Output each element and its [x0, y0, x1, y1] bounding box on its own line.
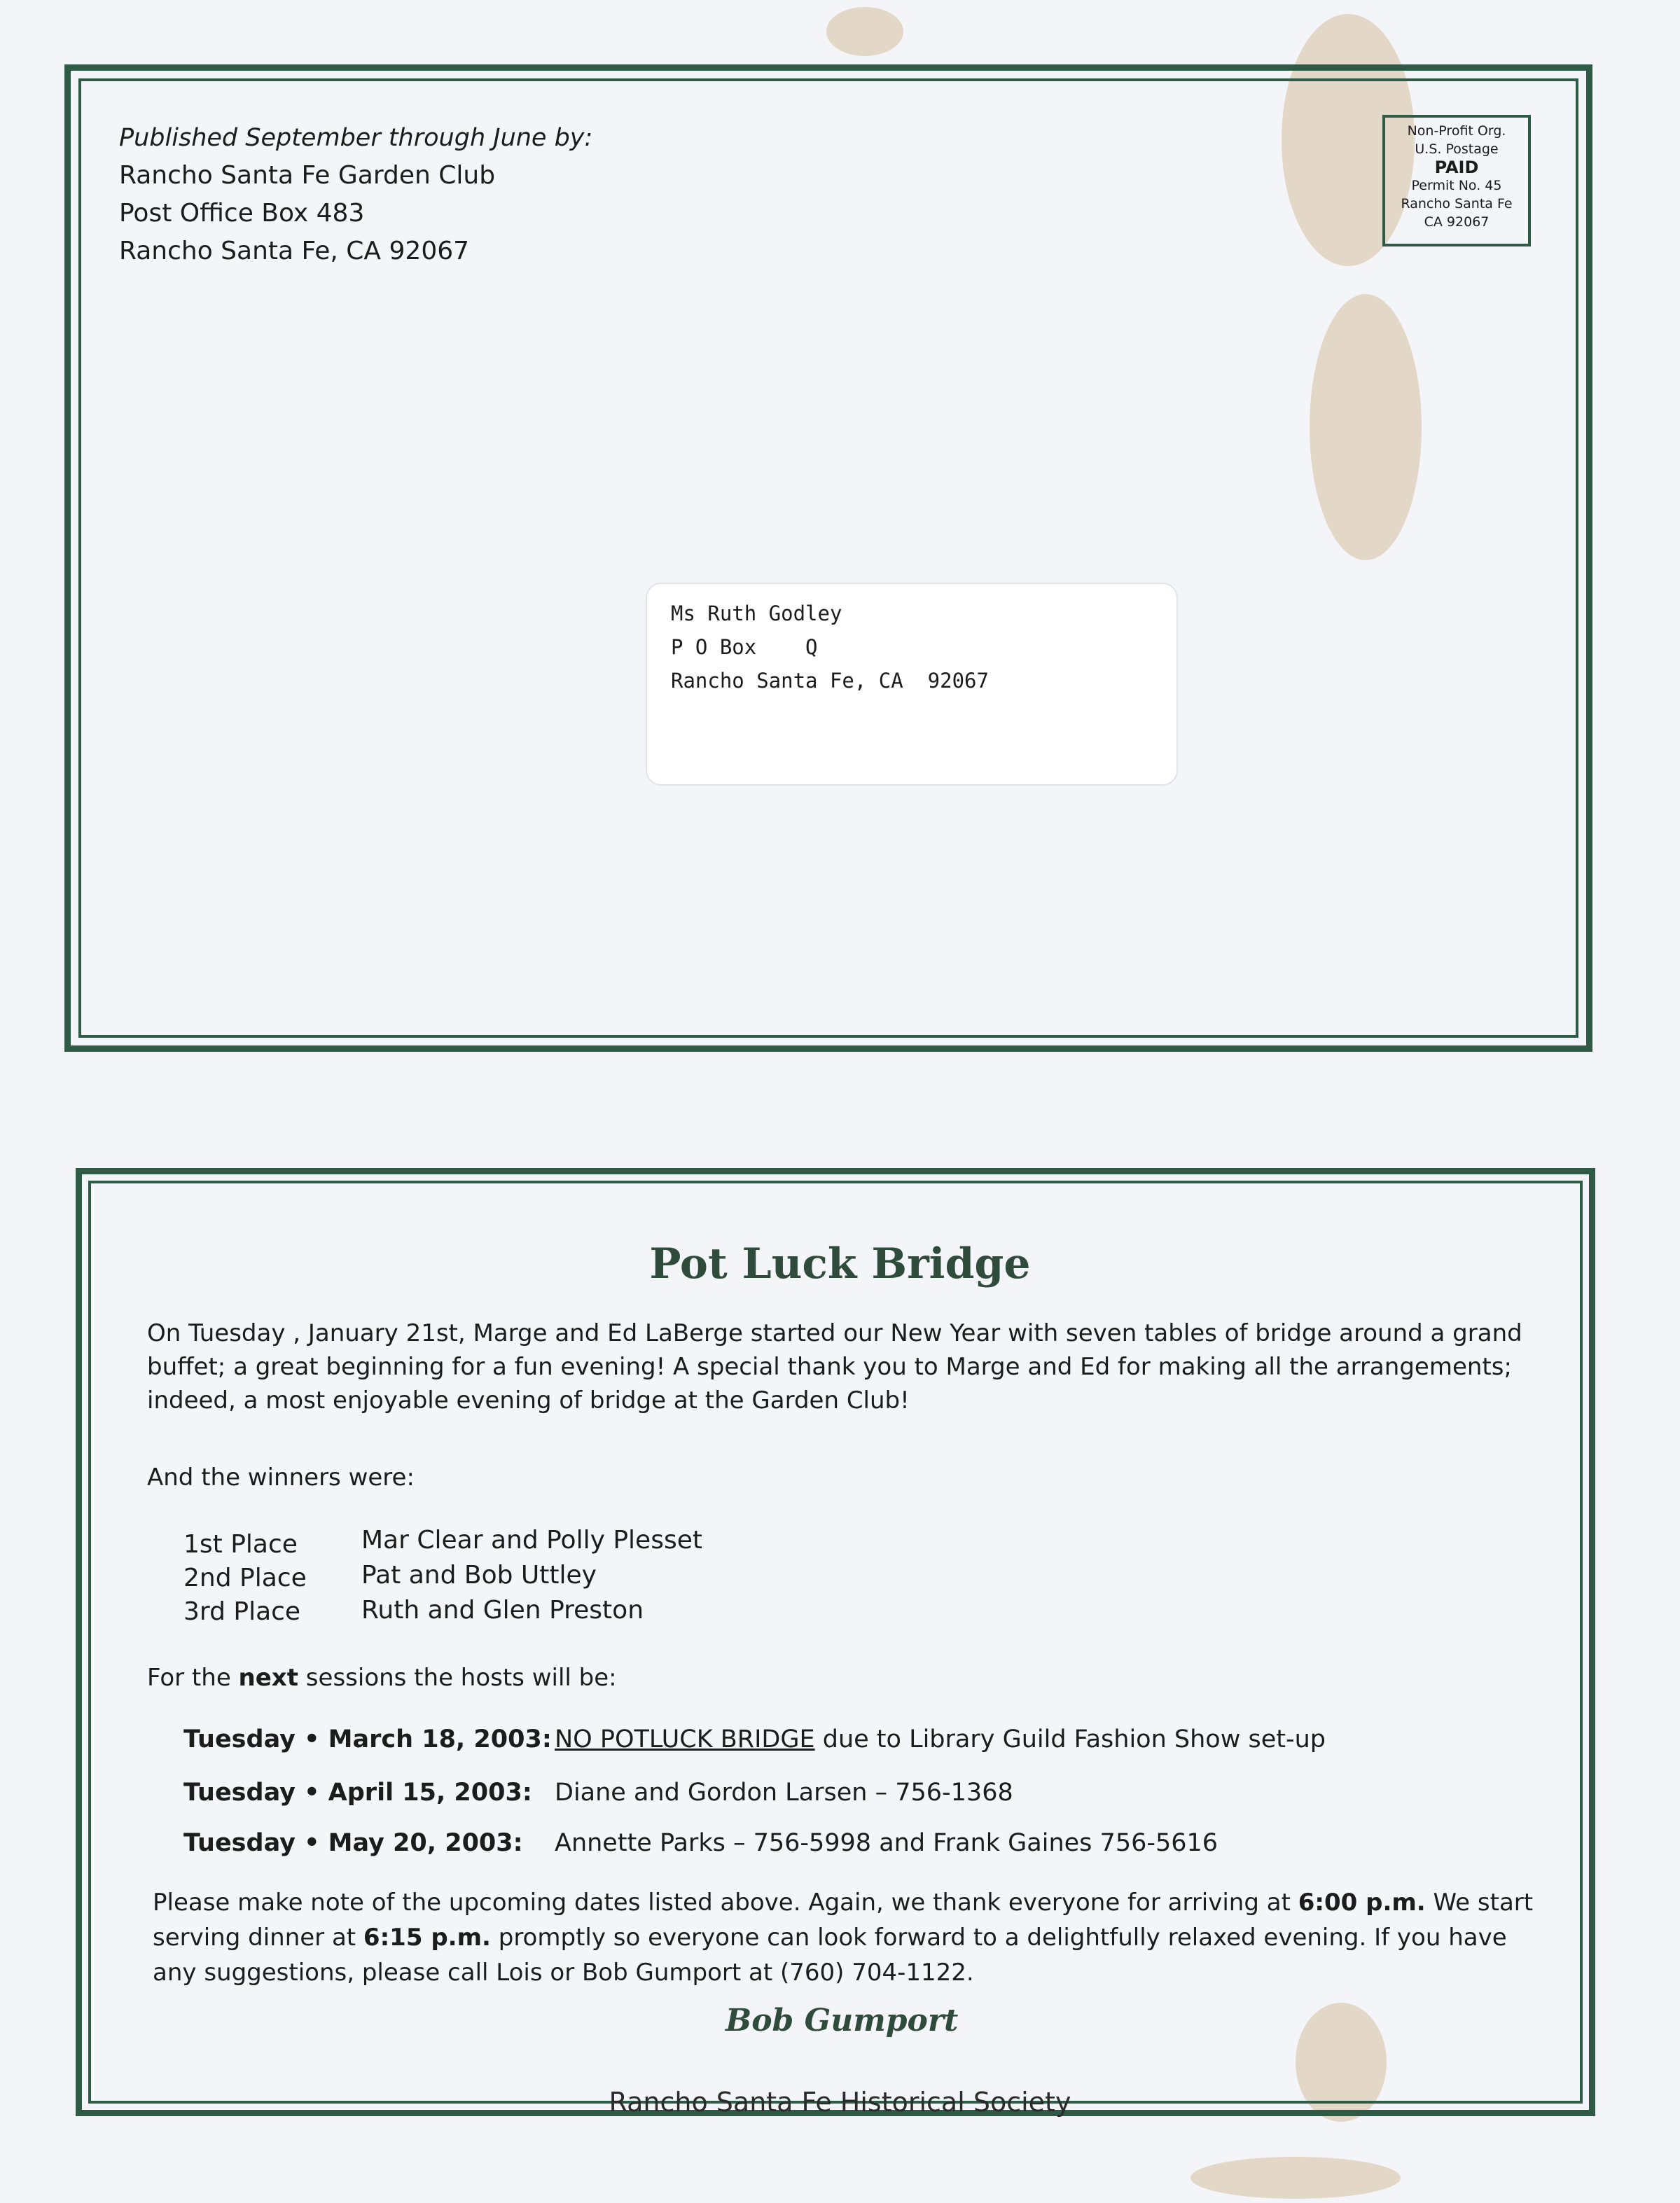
session-host — [555, 1725, 1326, 1753]
winner-place: 1st Place — [183, 1530, 298, 1559]
closing-time: 6:15 p.m. — [363, 1924, 491, 1952]
next-lead-text: sessions the hosts will be: — [298, 1664, 617, 1692]
session-host-text: Diane and Gordon Larsen – 756-1368 — [555, 1779, 1013, 1807]
session-host — [555, 1829, 1218, 1857]
next-sessions-lead — [147, 1661, 1534, 1695]
closing-paragraph — [153, 1885, 1553, 1990]
session-date: Tuesday • April 15, 2003: — [183, 1779, 532, 1807]
next-lead-text: For the — [147, 1664, 239, 1692]
winner-place: 3rd Place — [183, 1597, 301, 1626]
session-host-text: due to Library Guild Fashion Show set-up — [814, 1725, 1326, 1753]
recipient-city: Rancho Santa Fe, CA 92067 — [671, 669, 989, 693]
return-address — [119, 119, 592, 270]
indicia-line: U.S. Postage — [1415, 141, 1499, 157]
winner-place: 2nd Place — [183, 1564, 307, 1592]
recipient-box: P O Box Q — [671, 635, 818, 659]
session-host — [555, 1779, 1013, 1807]
closing-time: 6:00 p.m. — [1298, 1889, 1426, 1917]
session-host-text: Annette Parks – 756-5998 and Frank Gaines 756-5616 — [555, 1829, 1219, 1857]
recipient-name: Ms Ruth Godley — [671, 602, 842, 625]
closing-text: promptly so everyone can look forward to a delightfully relaxed evening. If you have any suggestions, please call Lois or Bob Gumport at (760) 704-1122. — [153, 1924, 1507, 1987]
winners-lead: And the winners were: — [147, 1464, 415, 1492]
coffee-stain — [826, 7, 903, 56]
session-host-underlined: NO POTLUCK BRIDGE — [555, 1725, 815, 1753]
org-name: Rancho Santa Fe Garden Club — [119, 161, 496, 190]
indicia-paid: PAID — [1434, 158, 1479, 177]
footer-credit: Rancho Santa Fe Historical Society — [609, 2087, 1071, 2118]
po-box: Post Office Box 483 — [119, 199, 365, 228]
indicia-line: Permit No. 45 — [1411, 178, 1502, 193]
published-by: Published September through June by: — [119, 124, 593, 152]
address-label — [646, 583, 1178, 786]
winner-names: Mar Clear and Polly Plesset — [361, 1526, 702, 1555]
postage-indicia — [1382, 115, 1531, 246]
intro-paragraph: On Tuesday , January 21st, Marge and Ed LaBerge started our New Year with seven tables of bridge around a grand buffet; a great beginning for a fun evening! A special thank you to Marge and Ed for making all the arrangements; indeed, a most enjoyable evening of bridge at the Garden Club! — [147, 1319, 1522, 1415]
city-line: Rancho Santa Fe, CA 92067 — [119, 237, 470, 265]
winner-names: Pat and Bob Uttley — [361, 1561, 597, 1590]
next-lead-bold: next — [238, 1664, 298, 1692]
coffee-stain — [1190, 2157, 1401, 2199]
session-date: Tuesday • March 18, 2003: — [183, 1725, 552, 1753]
indicia-line: CA 92067 — [1424, 214, 1490, 230]
signature: Bob Gumport — [726, 2003, 959, 2038]
closing-text: Please make note of the upcoming dates listed above. Again, we thank everyone for arriving at — [153, 1889, 1298, 1917]
closing-text: We start serving dinner at — [153, 1889, 1534, 1952]
winner-names: Ruth and Glen Preston — [361, 1596, 644, 1625]
indicia-line: Non-Profit Org. — [1407, 123, 1506, 139]
indicia-line: Rancho Santa Fe — [1401, 196, 1513, 211]
bridge-title: Pot Luck Bridge — [649, 1239, 1031, 1288]
session-date: Tuesday • May 20, 2003: — [183, 1829, 523, 1857]
